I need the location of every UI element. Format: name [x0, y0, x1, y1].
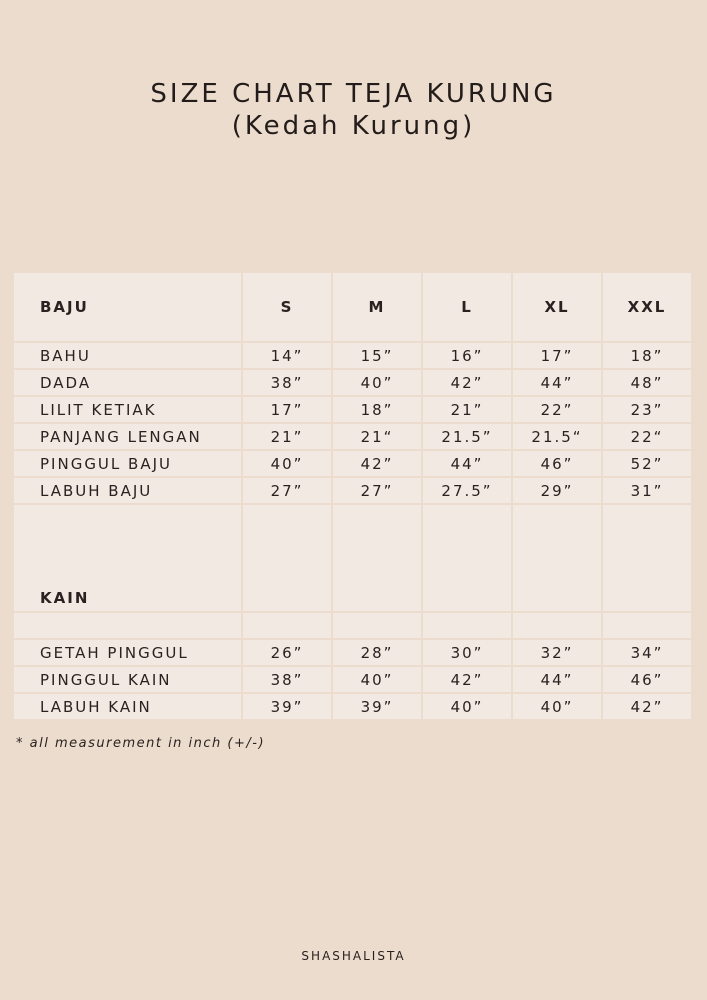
kain-row-value: 42”	[423, 667, 511, 692]
baju-row-value: 42”	[333, 451, 421, 476]
baju-row-value: 22”	[513, 397, 601, 422]
kain-row-value: 26”	[243, 640, 331, 665]
baju-row-value: 27.5”	[423, 478, 511, 503]
kain-row-value: 40”	[513, 694, 601, 719]
kain-header-label: KAIN	[14, 505, 241, 611]
kain-row-value: 46”	[603, 667, 691, 692]
title-line-2: (Kedah Kurung)	[231, 111, 476, 141]
kain-row-value: 32”	[513, 640, 601, 665]
size-header-xl: XL	[513, 273, 601, 341]
kain-row-value: 28”	[333, 640, 421, 665]
baju-row-value: 17”	[243, 397, 331, 422]
baju-row-value: 21“	[333, 424, 421, 449]
baju-row-value: 44”	[513, 370, 601, 395]
baju-row-label: DADA	[14, 370, 241, 395]
kain-row-value: 40”	[333, 667, 421, 692]
page-title	[0, 78, 707, 142]
baju-row-value: 27”	[243, 478, 331, 503]
size-header-s: S	[243, 273, 331, 341]
title-line-1: SIZE CHART TEJA KURUNG	[150, 79, 557, 109]
kain-empty-cell	[14, 613, 241, 638]
baju-row-label: LABUH BAJU	[14, 478, 241, 503]
baju-row-value: 17”	[513, 343, 601, 368]
baju-row-value: 31”	[603, 478, 691, 503]
kain-row-label: PINGGUL KAIN	[14, 667, 241, 692]
kain-row-label: LABUH KAIN	[14, 694, 241, 719]
baju-row-value: 46”	[513, 451, 601, 476]
baju-row-value: 21”	[243, 424, 331, 449]
kain-header-spacer	[513, 505, 601, 611]
brand-logo-text: SHASHALISTA	[301, 949, 406, 963]
baju-row-value: 14”	[243, 343, 331, 368]
baju-row-value: 44”	[423, 451, 511, 476]
kain-empty-cell	[333, 613, 421, 638]
size-chart-table	[14, 273, 691, 719]
kain-header-spacer	[333, 505, 421, 611]
baju-row-value: 22“	[603, 424, 691, 449]
size-header-m: M	[333, 273, 421, 341]
kain-header-spacer	[603, 505, 691, 611]
kain-row-value: 30”	[423, 640, 511, 665]
baju-row-value: 40”	[333, 370, 421, 395]
kain-row-value: 39”	[333, 694, 421, 719]
baju-row-value: 52”	[603, 451, 691, 476]
baju-row-value: 40”	[243, 451, 331, 476]
kain-row-label: GETAH PINGGUL	[14, 640, 241, 665]
kain-empty-cell	[423, 613, 511, 638]
baju-row-value: 23”	[603, 397, 691, 422]
baju-row-value: 38”	[243, 370, 331, 395]
baju-row-label: LILIT KETIAK	[14, 397, 241, 422]
kain-row-value: 42”	[603, 694, 691, 719]
baju-row-value: 18”	[333, 397, 421, 422]
size-header-l: L	[423, 273, 511, 341]
kain-row-value: 40”	[423, 694, 511, 719]
kain-empty-cell	[513, 613, 601, 638]
kain-header-spacer	[423, 505, 511, 611]
kain-row-value: 39”	[243, 694, 331, 719]
kain-row-value: 44”	[513, 667, 601, 692]
baju-row-value: 42”	[423, 370, 511, 395]
kain-header-spacer	[243, 505, 331, 611]
baju-row-value: 29”	[513, 478, 601, 503]
measurement-note: * all measurement in inch (+/-)	[16, 736, 266, 751]
baju-row-value: 21”	[423, 397, 511, 422]
baju-row-label: PINGGUL BAJU	[14, 451, 241, 476]
kain-row-value: 34”	[603, 640, 691, 665]
baju-row-label: BAHU	[14, 343, 241, 368]
baju-row-label: PANJANG LENGAN	[14, 424, 241, 449]
baju-row-value: 15”	[333, 343, 421, 368]
baju-row-value: 21.5”	[423, 424, 511, 449]
kain-empty-cell	[243, 613, 331, 638]
baju-header-label: BAJU	[14, 273, 241, 341]
kain-empty-cell	[603, 613, 691, 638]
baju-row-value: 16”	[423, 343, 511, 368]
size-header-xxl: XXL	[603, 273, 691, 341]
baju-row-value: 27”	[333, 478, 421, 503]
baju-row-value: 18”	[603, 343, 691, 368]
baju-row-value: 48”	[603, 370, 691, 395]
baju-row-value: 21.5“	[513, 424, 601, 449]
kain-row-value: 38”	[243, 667, 331, 692]
